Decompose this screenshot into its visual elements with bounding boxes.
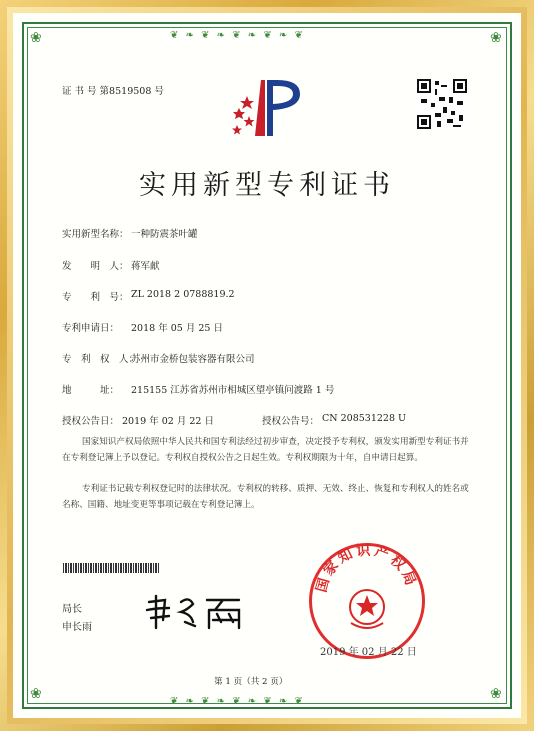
- barcode-icon: [63, 563, 159, 573]
- body-paragraph: 国家知识产权局依照中华人民共和国专利法经过初步审查，决定授予专利权，颁发实用新型专利证书并在专利登记簿上予以登记。专利权自授权公告之日起生效。专利权期限为十年，自申请日起算。: [62, 437, 469, 463]
- grant-number-label: 授权公告号：: [262, 416, 320, 427]
- page-indicator: 第 1 页（共 2 页）: [214, 677, 288, 687]
- application-date-value: 2018 年 05 月 25 日: [131, 323, 223, 334]
- director-title: 局长: [62, 604, 82, 615]
- top-ornament-icon: ❦ ❧ ❦ ❧ ❦ ❧ ❦ ❧ ❦: [170, 30, 305, 41]
- address-value: 215155 江苏省苏州市相城区望亭镇问渡路 1 号: [131, 385, 335, 396]
- seal-date: 2019 年 02 月 22 日: [320, 647, 417, 658]
- patentee-label: 专 利 权 人：: [62, 354, 139, 365]
- inventor-value: 蒋军献: [131, 261, 160, 272]
- patentee-value: 苏州市金桥包装容器有限公司: [131, 354, 255, 365]
- grant-number-value: CN 208531228 U: [322, 413, 407, 424]
- address-label: 地 址：: [62, 385, 120, 396]
- inventor-label: 发 明 人：: [62, 261, 129, 272]
- seal-emblem-icon: [309, 543, 425, 659]
- corner-ornament-icon: ❀: [30, 30, 44, 46]
- patent-number-label: 专 利 号：: [62, 292, 129, 303]
- patent-office-logo-icon: [225, 76, 307, 140]
- name-label: 实用新型名称：: [62, 229, 129, 240]
- qr-code-icon: [417, 79, 467, 129]
- corner-ornament-icon: ❀: [30, 686, 44, 702]
- name-value: 一种防震茶叶罐: [131, 229, 198, 240]
- corner-ornament-icon: ❀: [490, 686, 504, 702]
- bottom-ornament-icon: ❦ ❧ ❦ ❧ ❦ ❧ ❦ ❧ ❦: [170, 696, 305, 707]
- grant-date-value: 2019 年 02 月 22 日: [122, 416, 214, 427]
- svg-text:国家知识产权局: 国家知识产权局: [313, 543, 420, 595]
- grant-date-label: 授权公告日：: [62, 416, 120, 427]
- patent-number-value: ZL 2018 2 0788819.2: [131, 289, 235, 300]
- corner-ornament-icon: ❀: [490, 30, 504, 46]
- certificate-title: 实用新型专利证书: [139, 170, 395, 201]
- certificate-number: 证 书 号 第8519508 号: [62, 86, 164, 97]
- director-signature: [143, 592, 263, 632]
- director-name: 申长雨: [62, 622, 92, 633]
- application-date-label: 专利申请日：: [62, 323, 120, 334]
- body-paragraph: 专利证书记载专利权登记时的法律状况。专利权的转移、质押、无效、终止、恢复和专利权人的姓名或名称、国籍、地址变更等事项记载在专利登记簿上。: [62, 484, 469, 510]
